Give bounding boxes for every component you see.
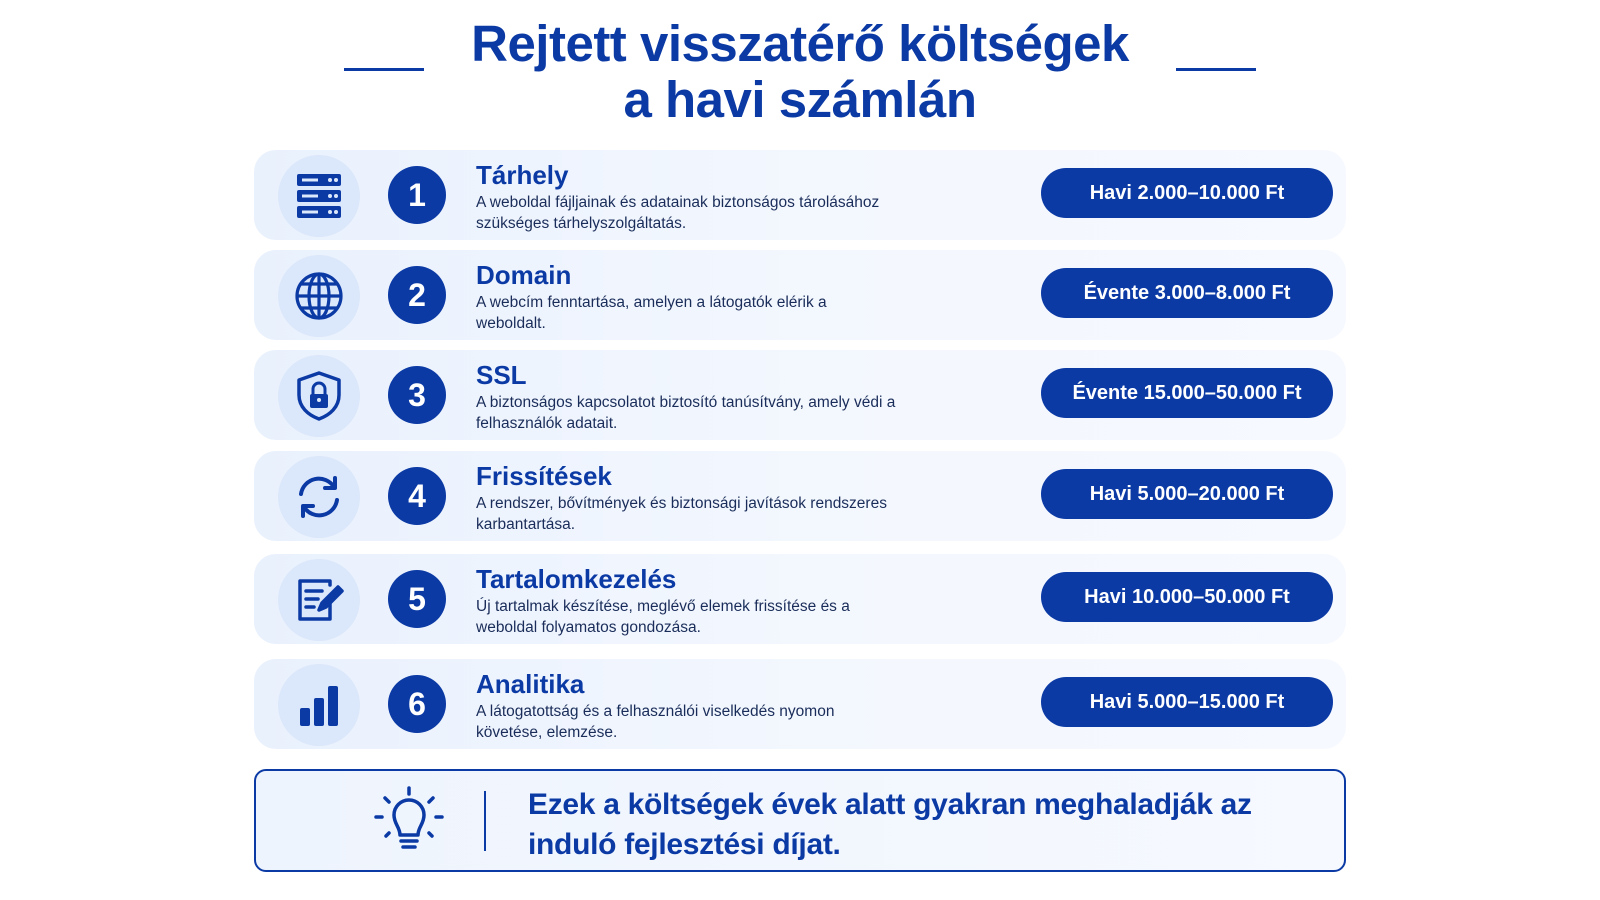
item-number: 3 bbox=[388, 366, 446, 424]
globe-icon bbox=[278, 255, 360, 337]
item-description: A webcím fenntartása, amelyen a látogatók elérik a weboldalt. bbox=[476, 294, 827, 332]
price-badge: Évente 15.000–50.000 Ft bbox=[1041, 368, 1333, 418]
item-number: 1 bbox=[388, 166, 446, 224]
shield-lock-icon bbox=[278, 355, 360, 437]
page-title-line1: Rejtett visszatérő költségek bbox=[471, 15, 1129, 72]
server-icon bbox=[278, 155, 360, 237]
cost-item-hosting bbox=[254, 150, 1346, 240]
item-description: A weboldal fájljainak és adatainak biztonságos tárolásához szükséges tárhelyszolgáltatás. bbox=[476, 194, 880, 232]
item-number: 6 bbox=[388, 675, 446, 733]
price-badge: Havi 10.000–50.000 Ft bbox=[1041, 572, 1333, 622]
price-badge: Évente 3.000–8.000 Ft bbox=[1041, 268, 1333, 318]
item-title: Domain bbox=[476, 260, 572, 290]
item-description: Új tartalmak készítése, meglévő elemek frissítése és a weboldal folyamatos gondozása. bbox=[476, 598, 850, 636]
item-title: Frissítések bbox=[476, 461, 612, 491]
price-badge: Havi 5.000–15.000 Ft bbox=[1041, 677, 1333, 727]
price-badge: Havi 2.000–10.000 Ft bbox=[1041, 168, 1333, 218]
note-divider bbox=[484, 791, 486, 851]
item-description: A rendszer, bővítmények és biztonsági javítások rendszeres karbantartása. bbox=[476, 495, 887, 533]
page-title bbox=[0, 16, 1600, 128]
item-title: Tartalomkezelés bbox=[476, 564, 677, 594]
note-text: Ezek a költségek évek alatt gyakran meghaladják az induló fejlesztési díjat. bbox=[528, 788, 1252, 861]
cost-item-domain bbox=[254, 250, 1346, 340]
refresh-icon bbox=[278, 456, 360, 538]
item-title: SSL bbox=[476, 360, 527, 390]
cost-item-analytics bbox=[254, 659, 1346, 749]
item-title: Analitika bbox=[476, 669, 585, 699]
item-number: 2 bbox=[388, 266, 446, 324]
summary-note bbox=[254, 769, 1346, 872]
lightbulb-icon bbox=[372, 785, 446, 859]
item-description: A biztonságos kapcsolatot biztosító tanúsítvány, amely védi a felhasználók adatait. bbox=[476, 394, 896, 432]
item-description: A látogatottság és a felhasználói viselkedés nyomon követése, elemzése. bbox=[476, 703, 835, 741]
item-number: 5 bbox=[388, 570, 446, 628]
edit-document-icon bbox=[278, 559, 360, 641]
item-number: 4 bbox=[388, 467, 446, 525]
cost-item-ssl bbox=[254, 350, 1346, 440]
item-title: Tárhely bbox=[476, 160, 569, 190]
price-badge: Havi 5.000–20.000 Ft bbox=[1041, 469, 1333, 519]
cost-item-updates bbox=[254, 451, 1346, 541]
page-title-line2: a havi számlán bbox=[623, 71, 977, 128]
cost-item-content-management bbox=[254, 554, 1346, 644]
bar-chart-icon bbox=[278, 664, 360, 746]
